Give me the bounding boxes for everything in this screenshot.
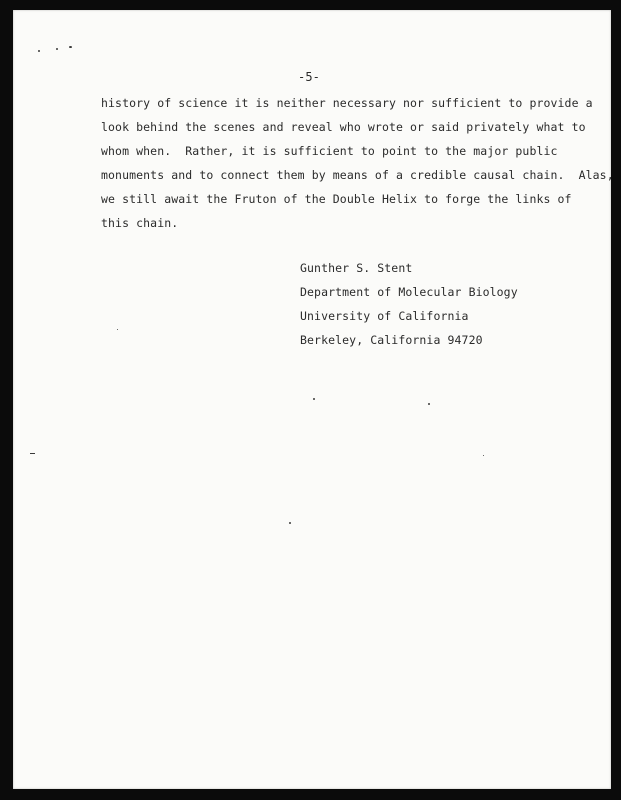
- scan-speck: [483, 455, 484, 456]
- scan-speck: [428, 403, 430, 405]
- body-text-line: we still await the Fruton of the Double Helix to forge the links of: [101, 192, 572, 206]
- author-name: Gunther S. Stent: [300, 261, 413, 275]
- scan-speck: [38, 50, 40, 52]
- scan-speck: [313, 398, 315, 400]
- body-text-line: whom when. Rather, it is sufficient to point to the major public: [101, 144, 558, 158]
- scan-speck: [69, 46, 72, 48]
- scan-speck: [56, 48, 58, 50]
- scan-speck: [289, 522, 291, 524]
- scan-speck: [30, 453, 35, 454]
- author-institution: University of California: [300, 309, 469, 323]
- author-department: Department of Molecular Biology: [300, 285, 518, 299]
- author-address: Berkeley, California 94720: [300, 333, 483, 347]
- scan-speck: [117, 329, 118, 330]
- body-text-line: look behind the scenes and reveal who wrote or said privately what to: [101, 120, 586, 134]
- body-text-line: this chain.: [101, 216, 179, 230]
- page-number: -5-: [298, 70, 320, 84]
- body-text-line: history of science it is neither necessary nor sufficient to provide a: [101, 96, 593, 110]
- body-text-line: monuments and to connect them by means of a credible causal chain. Alas,: [101, 168, 614, 182]
- typed-page: [13, 10, 614, 789]
